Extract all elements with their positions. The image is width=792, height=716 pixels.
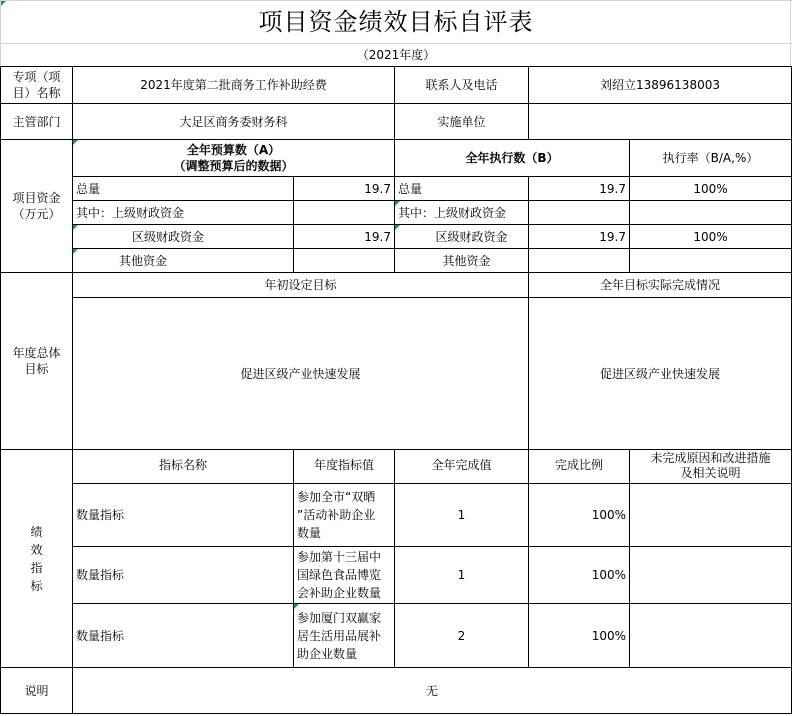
year-label: （2021年度）: [356, 48, 436, 62]
fund-row-exec: [529, 249, 629, 272]
actual-goal-header: 全年目标实际完成情况: [599, 278, 720, 292]
perf-row-target-line: 参加第十三届中: [297, 550, 382, 564]
perf-row-done: 2: [457, 628, 466, 643]
perf-header-done: 全年完成值: [431, 458, 492, 472]
fund-row-budget: 19.7: [364, 229, 391, 244]
perf-row-name: 数量指标: [76, 628, 125, 643]
perf-row-reason: [630, 547, 791, 603]
perf-header-ratio: 完成比例: [554, 458, 603, 472]
exec-header: 全年执行数（B）: [465, 151, 559, 165]
fund-row-exec: 19.7: [599, 229, 626, 244]
actual-goal-value: 促进区级产业快速发展: [599, 366, 720, 381]
project-name-value: 2021年度第二批商务工作补助经费: [140, 78, 327, 92]
perf-row-target-line: 国绿色食品博览: [297, 568, 382, 582]
perf-row-target-line: ”活动补助企业: [297, 508, 376, 522]
budget-header-line1: 全年预算数（A）: [186, 143, 281, 157]
perf-row-done: 1: [457, 508, 466, 522]
fund-row-name: 其他资金: [118, 253, 167, 268]
goals-label: 年度总体目标: [12, 346, 61, 376]
fund-row-name: 区级财政资金: [131, 229, 204, 244]
gridline: [0, 0, 792, 1]
perf-label-char: 标: [30, 578, 43, 593]
fund-row-rate: 100%: [693, 229, 728, 244]
impl-label: 实施单位: [437, 114, 486, 129]
project-name-label: 专项（项目）名称: [12, 70, 61, 100]
fund-row-name: 总量: [76, 181, 101, 196]
fund-row-budget: [294, 201, 394, 224]
perf-label-char: 绩: [30, 524, 43, 539]
perf-header-name: 指标名称: [158, 458, 207, 472]
perf-label-char: 指: [30, 560, 43, 575]
contact-label: 联系人及电话: [425, 78, 498, 92]
fund-row-exec: [529, 201, 629, 224]
impl-value: [529, 104, 791, 139]
fund-row-exec-name: 区级财政资金: [435, 229, 508, 244]
perf-header-target: 年度指标值: [313, 458, 374, 472]
fund-row-name: 其中：上级财政资金: [76, 205, 185, 220]
fund-row-rate: [630, 201, 791, 224]
note-label: 说明: [24, 683, 49, 698]
fund-row-exec-name: 其中：上级财政资金: [398, 205, 507, 220]
perf-header-reason-line2: 及相关说明: [680, 466, 741, 480]
perf-row-target-line: 数量: [297, 526, 322, 540]
perf-row-target-line: 居生活用品展补: [297, 628, 382, 643]
planned-goal-header: 年初设定目标: [264, 278, 337, 292]
perf-row-name: 数量指标: [76, 508, 125, 522]
perf-row-target: [294, 484, 394, 546]
perf-row-target: [294, 547, 394, 603]
fund-row-exec: 19.7: [599, 181, 626, 196]
fund-row-rate: 100%: [693, 181, 728, 196]
perf-row-done: 1: [457, 568, 466, 582]
note-value: 无: [425, 683, 438, 698]
dept-label: 主管部门: [12, 114, 61, 129]
fund-row-exec-name: 总量: [398, 181, 423, 196]
funds-label: 项目资金（万元）: [12, 191, 61, 221]
cell-marker: [1, 1, 6, 6]
perf-row-target: [294, 604, 394, 667]
perf-header-reason-line1: 未完成原因和改进措施: [650, 451, 771, 465]
fund-row-budget: 19.7: [364, 181, 391, 196]
fund-row-exec-name: 其他资金: [442, 253, 491, 268]
perf-header-reason: [630, 450, 791, 483]
budget-header: [73, 140, 394, 176]
perf-row-reason: [630, 604, 791, 667]
dept-value: 大足区商务委财务科: [179, 114, 288, 129]
planned-goal-value: 促进区级产业快速发展: [240, 366, 361, 381]
perf-row-ratio: 100%: [591, 628, 626, 643]
budget-header-line2: （调整预算后的数据）: [173, 159, 294, 173]
fund-row-rate: [630, 249, 791, 272]
perf-row-target-line: 参加厦门双赢家: [297, 610, 382, 625]
perf-label-char: 效: [30, 542, 43, 557]
perf-row-target-line: 参加全市“双晒: [297, 490, 376, 504]
rate-header: 执行率（B/A,%）: [662, 151, 759, 165]
perf-row-name: 数量指标: [76, 568, 125, 582]
contact-value: 刘绍立13896138003: [600, 78, 720, 92]
perf-row-target-line: 助企业数量: [297, 646, 358, 661]
perf-row-target-line: 会补助企业数量: [297, 586, 382, 600]
perf-label: [1, 450, 72, 667]
perf-row-ratio: 100%: [591, 568, 626, 582]
page-title: 项目资金绩效目标自评表: [258, 8, 534, 36]
perf-row-reason: [630, 484, 791, 546]
fund-row-budget: [294, 249, 394, 272]
perf-row-ratio: 100%: [591, 508, 626, 522]
